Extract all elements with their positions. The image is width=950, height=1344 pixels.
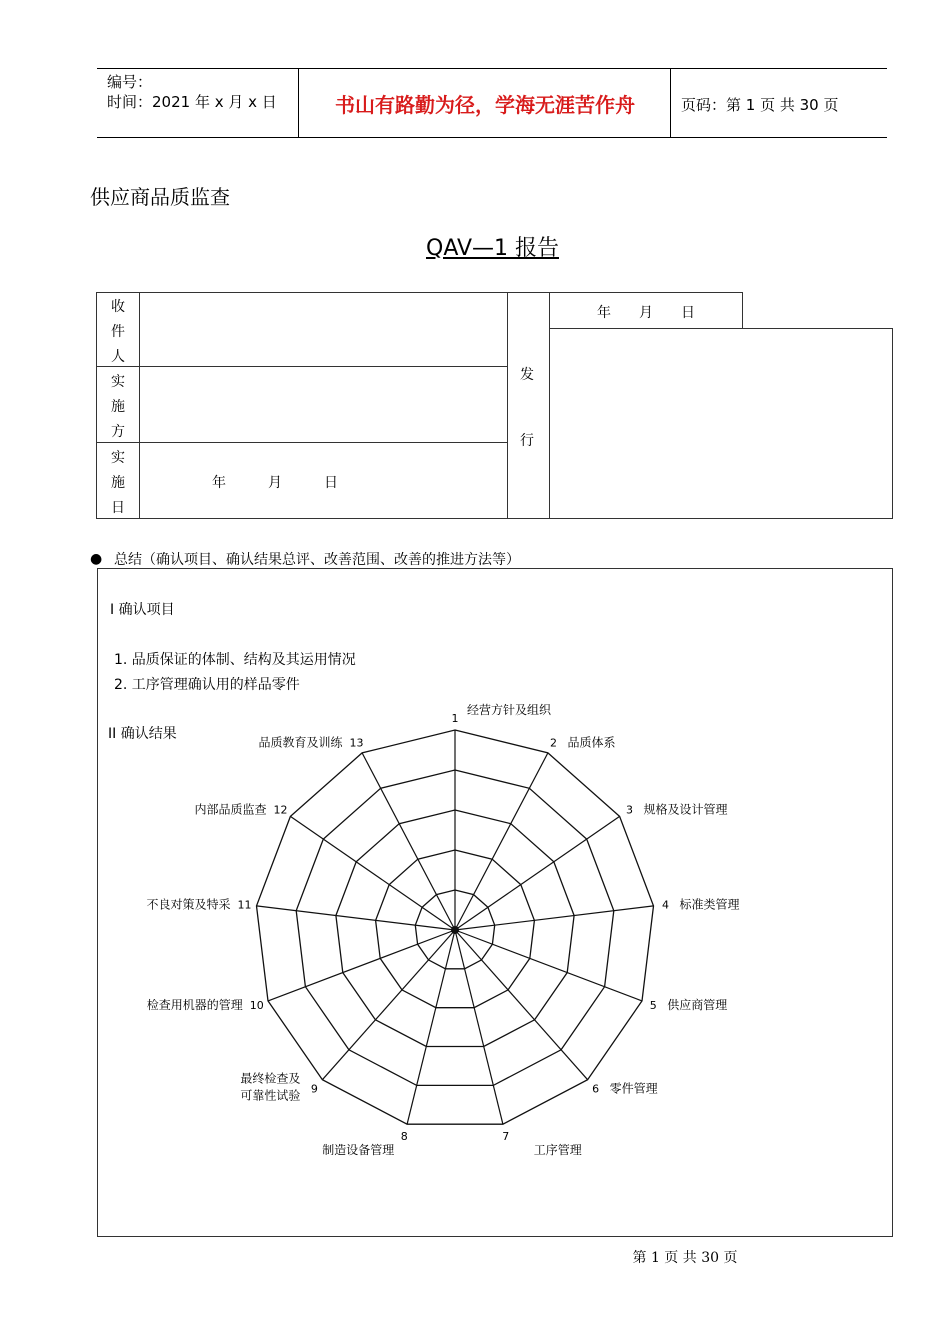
radar-spoke — [455, 930, 503, 1124]
issue-label-1: 发 — [520, 367, 534, 383]
exec-date-label: 实 施 日 — [111, 450, 125, 516]
radar-axis-label: 品质教育及训练 — [258, 735, 343, 750]
doc-time-label: 时间：2021 年 x 月 x 日 — [107, 93, 277, 111]
radar-axis-label: 内部品质监查 — [194, 802, 267, 817]
issue-date-value: 年 月 日 — [597, 305, 695, 321]
page-footer: 第 1 页 共 30 页 — [632, 1250, 738, 1266]
section-confirm-items: I 确认项目 — [110, 602, 175, 618]
doc-code-label: 编号： — [107, 73, 153, 91]
radar-center — [451, 926, 459, 934]
radar-axis-number: 9 — [310, 1082, 318, 1096]
section-confirm-results: II 确认结果 — [108, 726, 177, 742]
radar-axis-number: 8 — [400, 1129, 408, 1143]
radar-spoke — [407, 930, 455, 1124]
radar-axis-number: 6 — [592, 1082, 600, 1096]
radar-axis-label: 品质体系 — [567, 735, 616, 750]
radar-chart — [97, 568, 893, 1237]
summary-heading: 总结（确认项目、确认结果总评、改善范围、改善的推进方法等） — [114, 552, 520, 568]
radar-axis-label: 不良对策及特采 — [146, 897, 231, 912]
radar-axis-label: 经营方针及组织 — [467, 703, 552, 717]
radar-axis-number: 13 — [349, 736, 364, 750]
radar-axis-label: 检查用机器的管理 — [146, 998, 243, 1013]
report-title: QAV—1 报告 — [426, 236, 559, 261]
confirm-item-2: 2. 工序管理确认用的样品零件 — [114, 677, 300, 693]
radar-axis-number: 3 — [626, 803, 633, 817]
row-divider — [96, 442, 508, 443]
radar-axis-number: 4 — [662, 898, 669, 912]
radar-grid — [257, 730, 654, 1124]
radar-axis-label: 最终检查及可靠性试验 — [240, 1071, 301, 1103]
radar-spoke — [455, 930, 588, 1080]
radar-spoke — [322, 930, 455, 1080]
radar-axis-number: 7 — [502, 1129, 510, 1143]
radar-axis-label: 标准类管理 — [679, 897, 740, 912]
row-divider — [96, 366, 508, 367]
bullet-icon: ● — [90, 551, 103, 567]
radar-axis-label: 规格及设计管理 — [643, 802, 728, 817]
radar-axis-label: 制造设备管理 — [322, 1142, 395, 1157]
radar-axis-number: 5 — [649, 999, 657, 1013]
exec-date-value: 年 月 日 — [212, 475, 338, 491]
confirm-item-1: 1. 品质保证的体制、结构及其运用情况 — [114, 652, 356, 668]
radar-axis-number: 12 — [273, 803, 288, 817]
radar-spoke — [268, 930, 455, 1001]
radar-axis-number: 11 — [237, 898, 252, 912]
radar-axis-number: 10 — [249, 999, 264, 1013]
radar-spoke — [455, 930, 642, 1001]
executor-label: 实 施 方 — [111, 374, 125, 440]
page-number-label: 页码：第 1 页 共 30 页 — [681, 96, 839, 114]
radar-axis-label: 供应商管理 — [667, 998, 728, 1013]
document-title: 供应商品质监查 — [90, 185, 230, 209]
issue-label-cell — [507, 292, 550, 519]
issue-label-2: 行 — [520, 433, 534, 449]
radar-axis-label: 零件管理 — [609, 1081, 658, 1096]
radar-axis-number: 2 — [550, 736, 557, 750]
radar-axis-label: 工序管理 — [533, 1142, 582, 1157]
header-motto: 书山有路勤为径，学海无涯苦作舟 — [335, 93, 635, 117]
radar-spoke — [362, 753, 455, 930]
radar-axis-number: 1 — [451, 712, 459, 725]
page-header — [97, 68, 887, 138]
radar-spoke — [455, 753, 548, 930]
issue-stamp-area — [549, 328, 893, 519]
receiver-label: 收 件 人 — [111, 299, 125, 365]
